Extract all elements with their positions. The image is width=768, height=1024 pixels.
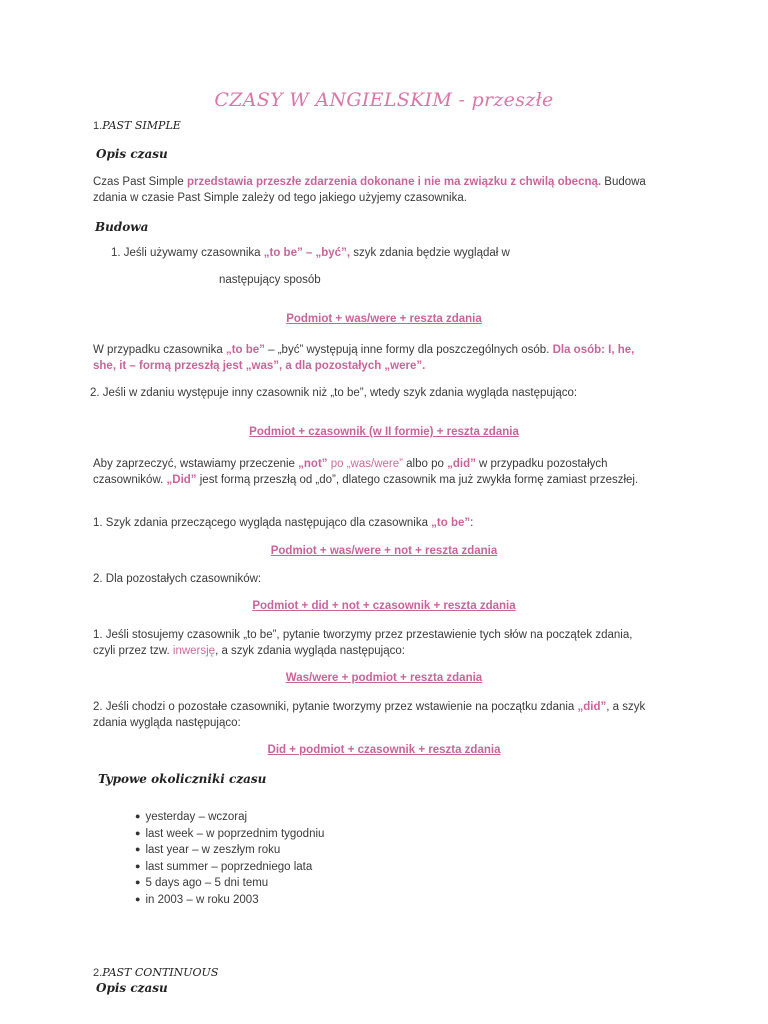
list-item: ● 5 days ago – 5 dni temu	[135, 875, 324, 892]
section-heading-past-continuous	[93, 966, 218, 979]
description-heading: Opis czasu	[96, 147, 168, 161]
list-item: ● last year – w zeszłym roku	[135, 842, 324, 859]
question-rule-2: 2. Jeśli chodzi o pozostałe czasowniki, pytanie tworzymy przez wstawienie na początku zdania „did”, a szyk zdania wygląda następująco:	[93, 701, 646, 729]
rule-1: 1. Jeśli używamy czasownika „to be” – „być”, szyk zdania będzie wyglądał w	[111, 247, 510, 259]
description-highlight: przedstawia przeszłe zdarzenia dokonane i nie ma związku z chwilą obecną.	[186, 176, 602, 188]
formula-negative-to-be: Podmiot + was/were + not + reszta zdania	[270, 545, 498, 557]
section-name: PAST SIMPLE	[102, 119, 181, 132]
negation-rule-2: 2. Dla pozostałych czasowników:	[93, 573, 262, 585]
rule-2: 2. Jeśli w zdaniu występuje inny czasownik niż „to be”, wtedy szyk zdania wygląda następująco:	[90, 387, 578, 399]
negation-rule-1: 1. Szyk zdania przeczącego wygląda następująco dla czasownika „to be”:	[93, 517, 474, 529]
formula-question-to-be: Was/were + podmiot + reszta zdania	[285, 672, 483, 684]
section-heading-past-simple	[93, 119, 181, 132]
list-item: ● yesterday – wczoraj	[135, 809, 324, 826]
formula-question-other: Did + podmiot + czasownik + reszta zdania	[267, 744, 501, 756]
page-title: CZASY W ANGIELSKIM - przeszłe	[214, 89, 554, 111]
question-rule-1: 1. Jeśli stosujemy czasownik „to be”, pytanie tworzymy przez przestawienie tych słów na początek zdania, czyli przez tzw. inwersję, a szyk zdania wygląda następująco:	[93, 629, 633, 657]
formula-affirmative-other: Podmiot + czasownik (w II formie) + reszta zdania	[249, 426, 519, 438]
description-heading-2: Opis czasu	[96, 981, 168, 995]
adverbials-list	[135, 809, 324, 909]
inversion-term: inwersję	[172, 645, 216, 657]
list-item: ● last summer – poprzedniego lata	[135, 859, 324, 876]
list-item: ● in 2003 – w roku 2003	[135, 892, 324, 909]
formula-affirmative-to-be: Podmiot + was/were + reszta zdania	[286, 313, 482, 325]
adverbials-heading: Typowe okoliczniki czasu	[98, 772, 267, 786]
to-be-note: W przypadku czasownika „to be” – „być” występują inne formy dla poszczególnych osób. Dla osób: I, he, she, it – formą przeszłą jest „was”, a dla pozostałych „were”.	[93, 344, 635, 372]
negation-paragraph: Aby zaprzeczyć, wstawiamy przeczenie „not” po „was/were” albo po „did” w przypadku pozostałych czasowników. „Did” jest formą przeszłą od „do”, dlatego czasownik ma już zwykła formę zamiast przeszłej.	[93, 458, 639, 486]
formula-negative-other: Podmiot + did + not + czasownik + reszta zdania	[252, 600, 516, 612]
list-item: ● last week – w poprzednim tygodniu	[135, 826, 324, 843]
description-paragraph: Czas Past Simple przedstawia przeszłe zdarzenia dokonane i nie ma związku z chwilą obecną. Budowa zdania w czasie Past Simple zależy od tego jakiego użyjemy czasownika.	[93, 176, 646, 204]
section-name: PAST CONTINUOUS	[102, 966, 219, 979]
structure-heading: Budowa	[95, 220, 149, 234]
section-number: 1.	[93, 120, 103, 132]
section-number: 2.	[93, 967, 103, 979]
rule-1-line-2: następujący sposób	[219, 274, 321, 286]
